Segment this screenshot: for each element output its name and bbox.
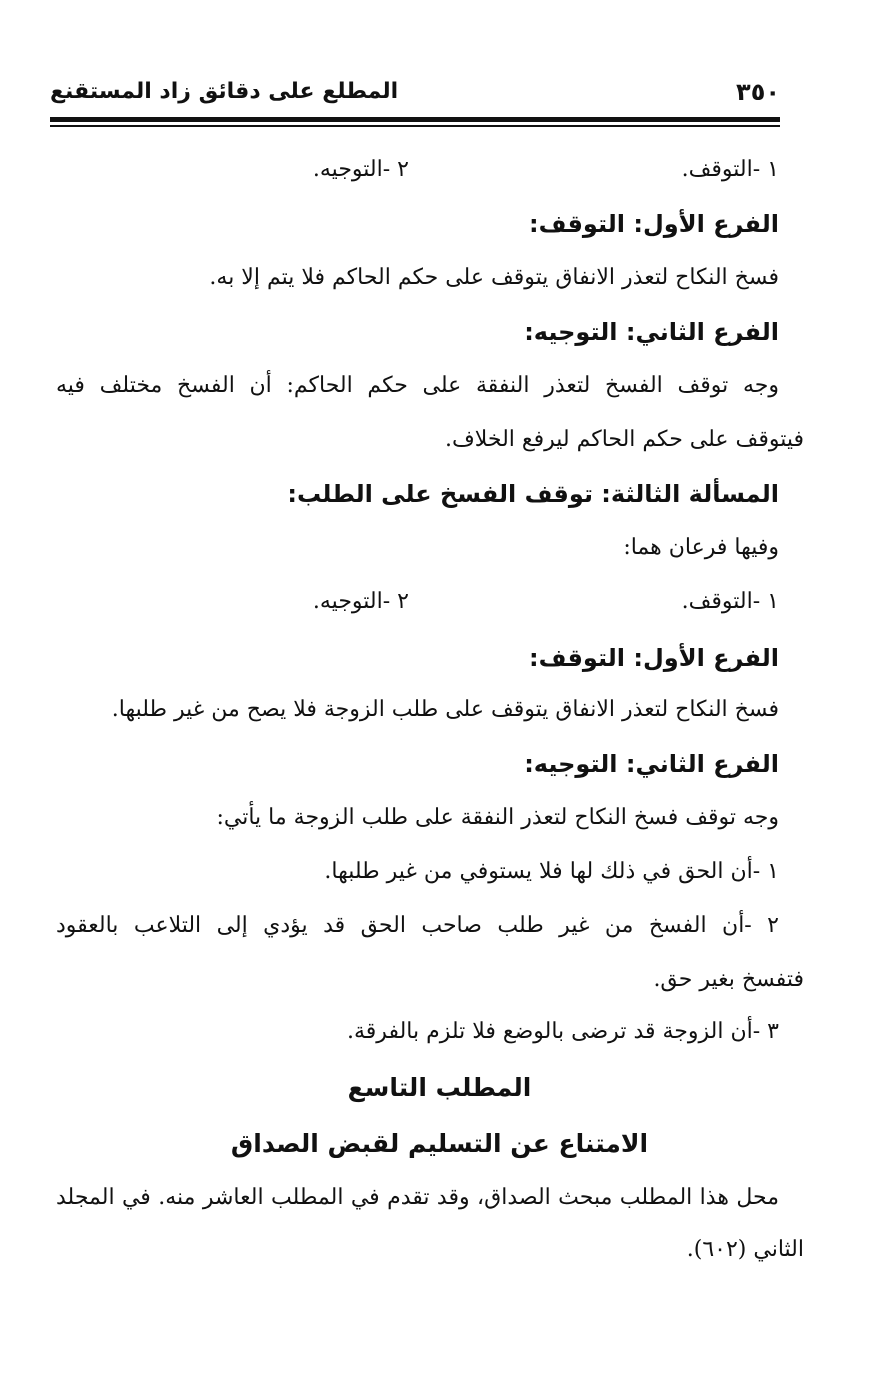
- page-number: ٣٥٠: [736, 78, 780, 106]
- list-item-tawjih-2: ٢ -التوجيه.: [312, 589, 409, 614]
- paragraph-3: وفيها فرعان هما:: [623, 535, 779, 560]
- paragraph-4: فسخ النكاح لتعذر الانفاق يتوقف على طلب الزوجة فلا يصح من غير طلبها.: [111, 697, 779, 722]
- reason-2-line-1: ٢ -أن الفسخ من غير طلب صاحب الحق قد يؤدي إلى التلاعب بالعقود: [56, 913, 779, 938]
- page-header: [50, 72, 780, 116]
- subheading-far-awwal-1: الفرع الأول: التوقف:: [529, 210, 779, 238]
- reason-2-line-2: فتفسخ بغير حق.: [653, 967, 804, 992]
- section-title: المطلب التاسع: [347, 1073, 532, 1102]
- section-subtitle: الامتناع عن التسليم لقبض الصداق: [230, 1129, 649, 1158]
- subheading-far-awwal-2: الفرع الأول: التوقف:: [529, 644, 779, 672]
- paragraph-2-line-2: فيتوقف على حكم الحاكم ليرفع الخلاف.: [444, 427, 804, 452]
- reason-3: ٣ -أن الزوجة قد ترضى بالوضع فلا تلزم بالفرقة.: [347, 1019, 779, 1044]
- reason-1: ١ -أن الحق في ذلك لها فلا يستوفي من غير طلبها.: [324, 859, 779, 884]
- paragraph-1: فسخ النكاح لتعذر الانفاق يتوقف على حكم الحاكم فلا يتم إلا به.: [209, 265, 779, 290]
- paragraph-9-line-2: الثاني (٦٠٢).: [686, 1237, 804, 1262]
- subheading-masala-thalitha: المسألة الثالثة: توقف الفسخ على الطلب:: [287, 480, 779, 508]
- paragraph-5: وجه توقف فسخ النكاح لتعذر النفقة على طلب الزوجة ما يأتي:: [216, 805, 779, 830]
- header-rule-thin: [50, 125, 780, 127]
- subheading-far-thani-2: الفرع الثاني: التوجيه:: [524, 750, 779, 778]
- paragraph-9-line-1: محل هذا المطلب مبحث الصداق، وقد تقدم في المطلب العاشر منه. في المجلد: [56, 1185, 779, 1210]
- header-rule-thick: [50, 117, 780, 122]
- paragraph-2-line-1: وجه توقف الفسخ لتعذر النفقة على حكم الحاكم: أن الفسخ مختلف فيه: [56, 373, 779, 398]
- subheading-far-thani-1: الفرع الثاني: التوجيه:: [524, 318, 779, 346]
- list-item-tawaqquf-2: ١ -التوقف.: [681, 589, 779, 614]
- running-title: المطلع على دقائق زاد المستقنع: [50, 79, 399, 104]
- list-item-tawjih-1: ٢ -التوجيه.: [312, 157, 409, 182]
- list-item-tawaqquf-1: ١ -التوقف.: [681, 157, 779, 182]
